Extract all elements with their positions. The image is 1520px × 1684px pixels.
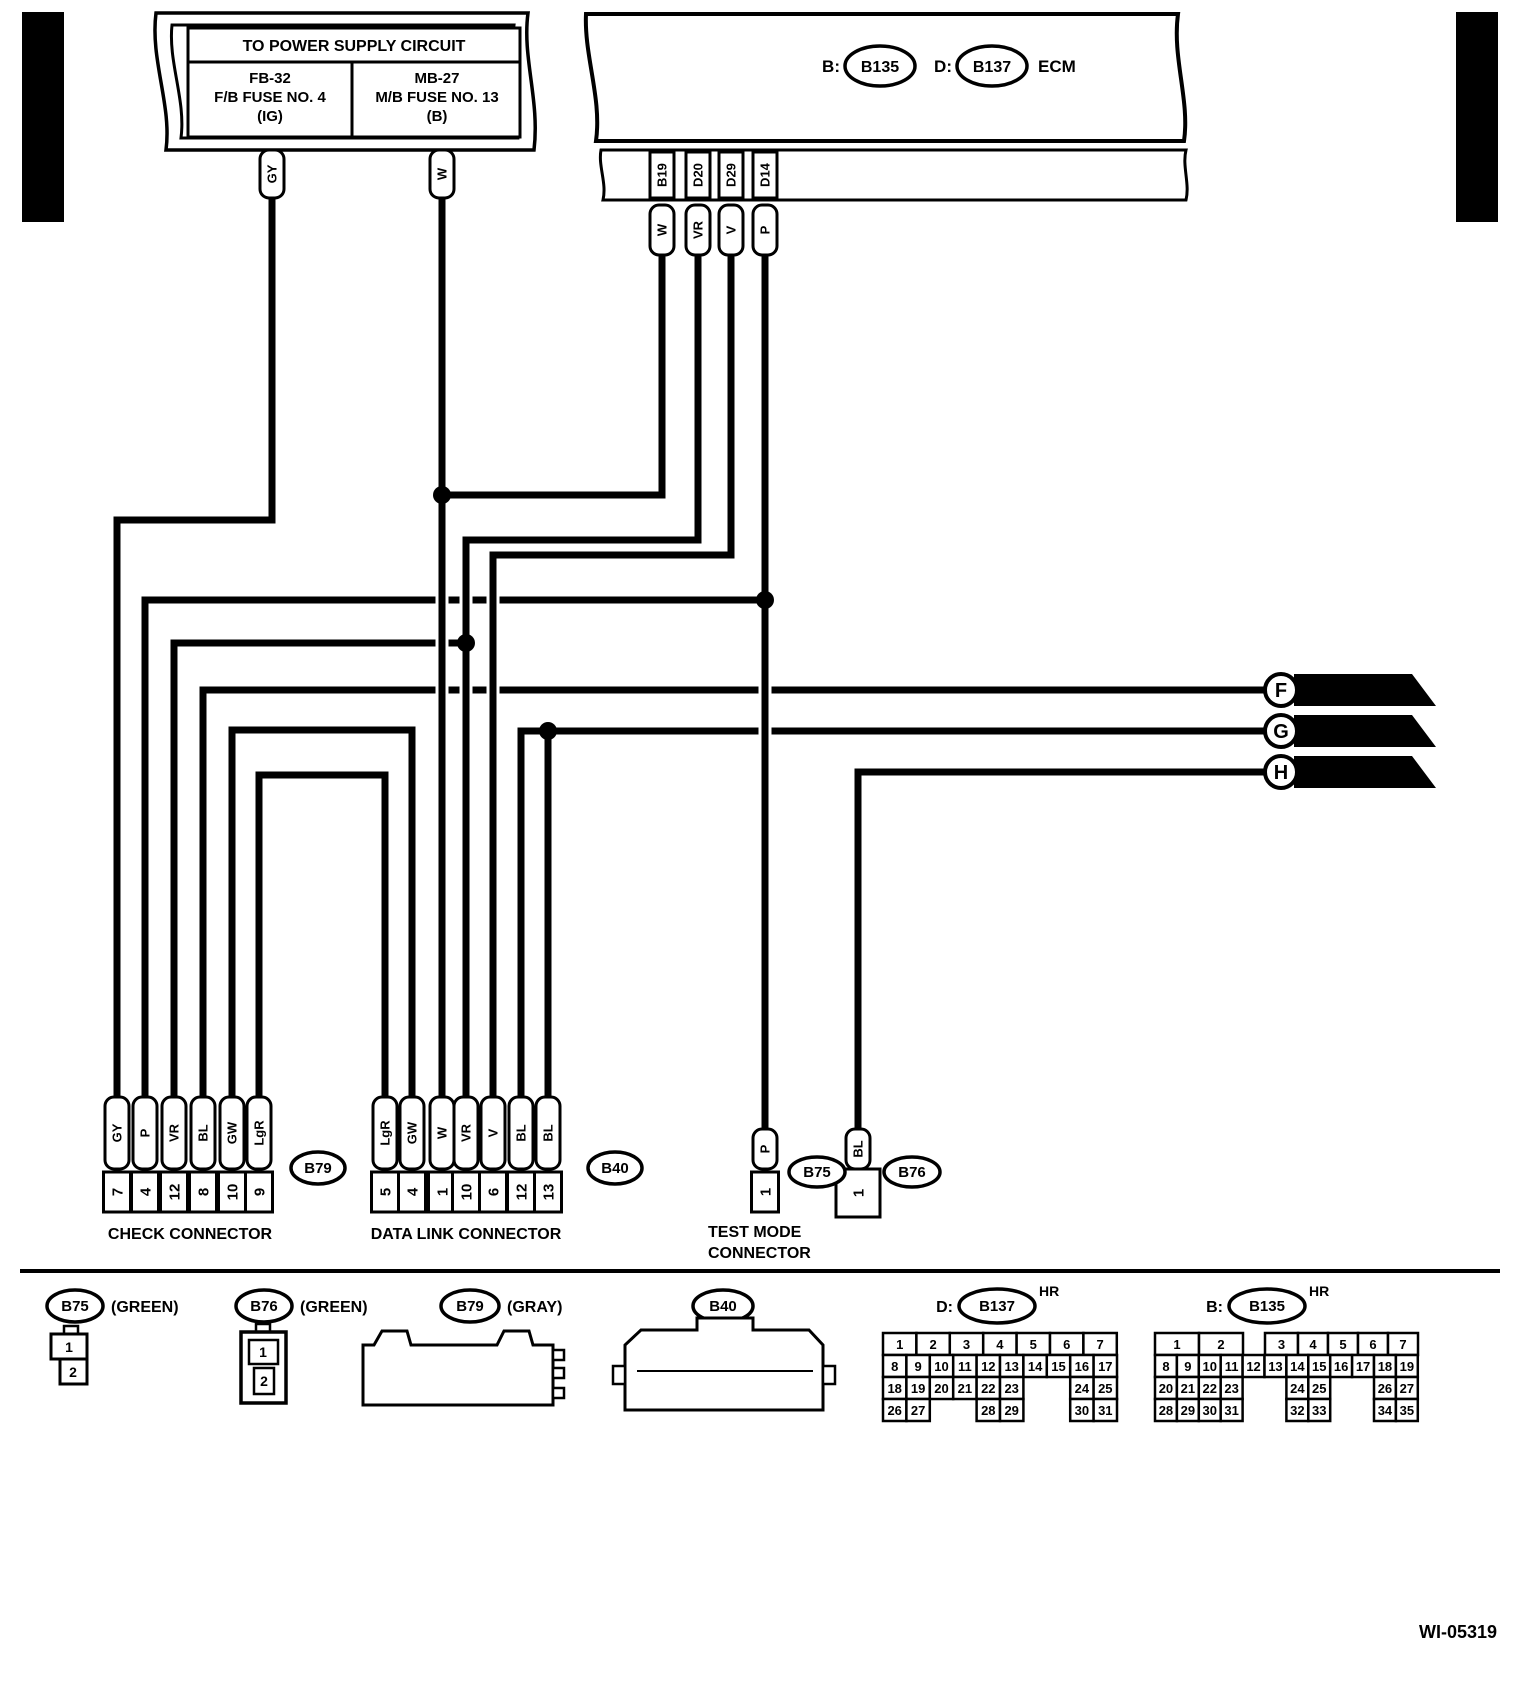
b137-cell-28-label: 28 [981, 1403, 996, 1418]
b135-cell-2-label: 2 [1217, 1337, 1225, 1352]
b137-cell-15-label: 15 [1051, 1359, 1066, 1374]
ecm-b135-label: B135 [860, 59, 900, 76]
b135-cell-34-label: 34 [1377, 1403, 1393, 1418]
b135-cell-26-label: 26 [1377, 1381, 1393, 1396]
footer-code: WI-05319 [1418, 1622, 1497, 1642]
b79-suffix: (GRAY) [507, 1299, 563, 1316]
b137-cell-29-label: 29 [1004, 1403, 1019, 1418]
b137-cell-7-label: 7 [1096, 1337, 1104, 1352]
B79-pin-9-pod-label: LgR [251, 1120, 267, 1146]
b135-cell-9-label: 9 [1184, 1359, 1192, 1374]
b137-cell-16-label: 16 [1074, 1359, 1090, 1374]
b135-cell-1-label: 1 [1173, 1337, 1181, 1352]
b135-cell-5-label: 5 [1339, 1337, 1347, 1352]
b137-cell-31-label: 31 [1098, 1403, 1113, 1418]
ecm-b137-label: B137 [972, 59, 1012, 76]
b135-cell-19-label: 19 [1399, 1359, 1415, 1374]
b137-cell-22-label: 22 [981, 1381, 996, 1396]
b137-cell-24-label: 24 [1074, 1381, 1090, 1396]
power-supply-title: TO POWER SUPPLY CIRCUIT [242, 38, 466, 55]
b137-cell-6-label: 6 [1063, 1337, 1071, 1352]
b135-cell-27-label: 27 [1399, 1381, 1415, 1396]
B79-oval-label: B79 [304, 1160, 332, 1177]
b135-cell-12-label: 12 [1246, 1359, 1261, 1374]
b135-cell-8-label: 8 [1162, 1359, 1170, 1374]
b137-cell-10-label: 10 [934, 1359, 949, 1374]
fuse-mb27-type: (B) [426, 108, 448, 125]
B79-pin-10-pod-label: GW [224, 1121, 240, 1145]
b137-cell-27-label: 27 [910, 1403, 926, 1418]
ecm-B19-pod-label: W [654, 223, 670, 237]
ecm-b-prefix: B: [822, 57, 840, 76]
b75-cell-1-label: 1 [65, 1339, 73, 1355]
wires-layer [117, 196, 1265, 1132]
B40-oval-label: B40 [601, 1160, 629, 1177]
ecm-D20-pod-label: VR [690, 220, 706, 240]
b137-cell-8-label: 8 [891, 1359, 899, 1374]
B40-pin-10-pod-label: VR [458, 1123, 474, 1143]
pinout-b40-drawing [613, 1318, 835, 1410]
b137-cell-14-label: 14 [1027, 1359, 1043, 1374]
wire-bl-g [521, 731, 1265, 1100]
ecm-pin-D14-label: D14 [757, 163, 773, 187]
wire-label-pods-layer [105, 150, 870, 1169]
B40-pin-1-pod-label: W [434, 1126, 450, 1140]
b137-cell-18-label: 18 [887, 1381, 902, 1396]
fuse-mb27-desc: M/B FUSE NO. 13 [375, 89, 499, 106]
junction-dot-1 [433, 486, 451, 504]
b79-shell [363, 1331, 553, 1405]
b40-id-oval-label: B40 [709, 1298, 737, 1315]
B75-oval-label: B75 [803, 1164, 831, 1181]
B79-pin-8-pin-number: 8 [195, 1187, 213, 1197]
test-mode-label-line1: TEST MODE [708, 1224, 802, 1241]
data-link-connector-label: DATA LINK CONNECTOR [370, 1226, 562, 1243]
b135-cell-28-label: 28 [1158, 1403, 1174, 1418]
b135-cell-18-label: 18 [1377, 1359, 1393, 1374]
b79-tab-2 [553, 1368, 564, 1378]
b135-cell-3-label: 3 [1277, 1337, 1286, 1352]
b76-cell-1-label: 1 [259, 1344, 267, 1360]
B79-pin-4-pod-label: P [137, 1128, 153, 1138]
b135-cell-23-label: 23 [1224, 1381, 1239, 1396]
ecm-D29-pod-label: V [723, 225, 739, 235]
B76-pin-1-pin-number: 1 [850, 1188, 868, 1198]
ref-arrow-G [1265, 715, 1436, 747]
B76-pin-1-pod-label: BL [850, 1140, 866, 1158]
B40-pin-1-pin-number: 1 [434, 1187, 452, 1197]
ref-arrow-G-label: E/G(H4)-09 [1302, 722, 1400, 743]
b137-cell-25-label: 25 [1098, 1381, 1113, 1396]
b135-id-oval-label: B135 [1249, 1298, 1285, 1315]
b135-cell-29-label: 29 [1180, 1403, 1196, 1418]
fuse-MB-27-pod-label: W [434, 167, 450, 181]
b137-cell-1-label: 1 [896, 1337, 904, 1352]
page-tab-right-label: E/G(H4)-04 [1462, 47, 1492, 187]
b76-cell-2-label: 2 [260, 1373, 268, 1389]
page-tab-right [1456, 12, 1498, 222]
b137-suffix: HR [1039, 1283, 1060, 1299]
b40-tab-left [613, 1366, 625, 1384]
B79-pin-4-pin-number: 4 [137, 1187, 155, 1197]
power-supply-box [155, 13, 535, 150]
b135-cell-35-label: 35 [1399, 1403, 1415, 1418]
ref-arrow-F-label: E/G(H4)-09 [1302, 681, 1400, 702]
b135-cell-25-label: 25 [1312, 1381, 1327, 1396]
b137-prefix: D: [936, 1299, 953, 1316]
fuse-FB-32-pod-label: GY [264, 164, 280, 184]
junction-dots-layer [433, 486, 774, 740]
wire-lgr [259, 775, 385, 1100]
b79-tab-1 [553, 1350, 564, 1360]
b135-cell-33-label: 33 [1312, 1403, 1327, 1418]
b135-cell-13-label: 13 [1268, 1359, 1283, 1374]
ref-arrow-F-letter: F [1274, 680, 1288, 702]
pinout-b76-drawing [241, 1324, 286, 1403]
ecm-pin-D20-label: D20 [690, 163, 706, 187]
B40-pin-12-pin-number: 12 [513, 1183, 531, 1201]
b137-cell-23-label: 23 [1004, 1381, 1019, 1396]
b135-prefix: B: [1206, 1299, 1223, 1316]
wire-gy [117, 196, 272, 1100]
ecm-pin-B19-label: B19 [654, 163, 670, 187]
b40-shell [625, 1318, 823, 1410]
ref-arrow-H-label: E/G(H4)-09 [1302, 763, 1400, 784]
b137-cell-11-label: 11 [958, 1359, 972, 1374]
B40-pin-6-pod-label: V [485, 1128, 501, 1138]
ref-arrow-H-letter: H [1273, 762, 1289, 784]
fuse-fb32-id: FB-32 [249, 70, 291, 87]
b79-tab-3 [553, 1388, 564, 1398]
b137-cell-30-label: 30 [1074, 1403, 1090, 1418]
b137-cell-4-label: 4 [996, 1337, 1004, 1352]
b137-cell-13-label: 13 [1004, 1359, 1019, 1374]
wire-bl-f [203, 690, 1265, 1100]
page-tab-left [22, 12, 64, 222]
b135-cell-4-label: 4 [1309, 1337, 1317, 1352]
wire-w-ecm [442, 253, 662, 495]
reference-arrows-layer [1265, 674, 1436, 788]
B40-pin-5-pod-label: LgR [377, 1120, 393, 1146]
b135-cell-16-label: 16 [1333, 1359, 1349, 1374]
wire-p-branch [145, 600, 765, 1100]
b135-cell-11-label: 11 [1224, 1359, 1239, 1374]
ref-arrow-G-letter: G [1273, 721, 1289, 743]
b135-cell-14-label: 14 [1290, 1359, 1305, 1374]
b75-cell-2-label: 2 [69, 1364, 77, 1380]
b135-cell-22-label: 22 [1202, 1381, 1217, 1396]
b135-cell-7-label: 7 [1399, 1337, 1407, 1352]
B79-pin-12-pod-label: VR [166, 1123, 182, 1143]
b137-cell-5-label: 5 [1029, 1337, 1037, 1352]
b137-cell-2-label: 2 [929, 1337, 937, 1352]
junction-dot-2 [457, 634, 475, 652]
check-connector-label: CHECK CONNECTOR [107, 1226, 273, 1243]
fuse-fb32-type: (IG) [257, 108, 283, 125]
b135-cell-10-label: 10 [1202, 1359, 1217, 1374]
B40-pin-13-pin-number: 13 [540, 1183, 558, 1201]
B79-pin-9-pin-number: 9 [251, 1187, 269, 1197]
B40-pin-12-pod-label: BL [513, 1124, 529, 1142]
b135-cell-6-label: 6 [1369, 1337, 1377, 1352]
b137-id-oval-label: B137 [979, 1298, 1015, 1315]
B79-pin-7-pin-number: 7 [109, 1187, 127, 1197]
b135-cell-15-label: 15 [1312, 1359, 1327, 1374]
ref-arrow-H [1265, 756, 1436, 788]
ref-arrow-F [1265, 674, 1436, 706]
fuse-fb32-desc: F/B FUSE NO. 4 [214, 89, 326, 106]
ecm-d-prefix: D: [934, 57, 952, 76]
b135-cell-21-label: 21 [1180, 1381, 1196, 1396]
b75-id-oval-label: B75 [61, 1298, 89, 1315]
b135-cell-32-label: 32 [1290, 1403, 1305, 1418]
b137-cell-17-label: 17 [1098, 1359, 1113, 1374]
b76-id-oval-label: B76 [250, 1298, 278, 1315]
fuse-mb27-id: MB-27 [414, 70, 460, 87]
ecm-D14-pod-label: P [757, 225, 773, 235]
B79-pin-7-pod-label: GY [109, 1123, 125, 1143]
b135-cell-20-label: 20 [1158, 1381, 1174, 1396]
B79-pin-10-pin-number: 10 [224, 1183, 242, 1201]
B40-pin-6-pin-number: 6 [485, 1187, 503, 1197]
pinout-b75-drawing [51, 1326, 87, 1384]
b137-cell-20-label: 20 [934, 1381, 949, 1396]
b137-cell-26-label: 26 [887, 1403, 902, 1418]
B40-pin-4-pin-number: 4 [404, 1187, 422, 1197]
B76-oval-label: B76 [898, 1164, 926, 1181]
B40-pin-10-pin-number: 10 [458, 1183, 476, 1201]
ecm-pin-D29-label: D29 [723, 163, 739, 187]
wire-vr-branch [174, 643, 466, 1100]
pinout-b79-drawing [363, 1331, 564, 1405]
B79-pin-8-pod-label: BL [195, 1124, 211, 1142]
wire-bl-h [858, 772, 1265, 1132]
b135-suffix: HR [1309, 1283, 1330, 1299]
B40-pin-13-pod-label: BL [540, 1124, 556, 1142]
b135-cell-24-label: 24 [1290, 1381, 1305, 1396]
b137-cell-21-label: 21 [957, 1381, 973, 1396]
B40-pin-5-pin-number: 5 [377, 1187, 395, 1197]
b137-cell-3-label: 3 [962, 1337, 971, 1352]
ecm-label: ECM [1038, 57, 1076, 76]
ecm-box [586, 14, 1187, 200]
junction-dot-4 [539, 722, 557, 740]
b137-cell-19-label: 19 [910, 1381, 926, 1396]
b137-cell-9-label: 9 [914, 1359, 922, 1374]
junction-dot-3 [756, 591, 774, 609]
B40-pin-4-pod-label: GW [404, 1121, 420, 1145]
b40-tab-right [823, 1366, 835, 1384]
b135-cell-17-label: 17 [1355, 1359, 1371, 1374]
b135-cell-30-label: 30 [1202, 1403, 1217, 1418]
B75-pin-1-pin-number: 1 [757, 1187, 775, 1197]
B75-pin-1-pod-label: P [757, 1144, 773, 1154]
b76-suffix: (GREEN) [300, 1299, 368, 1316]
b79-id-oval-label: B79 [456, 1298, 484, 1315]
B79-pin-12-pin-number: 12 [166, 1183, 184, 1201]
b137-cell-12-label: 12 [981, 1359, 996, 1374]
b135-cell-31-label: 31 [1224, 1403, 1239, 1418]
page-tab-left-label: E/G(H4)-04 [28, 47, 58, 187]
test-mode-label-line2: CONNECTOR [708, 1245, 811, 1262]
b75-suffix: (GREEN) [111, 1299, 179, 1316]
